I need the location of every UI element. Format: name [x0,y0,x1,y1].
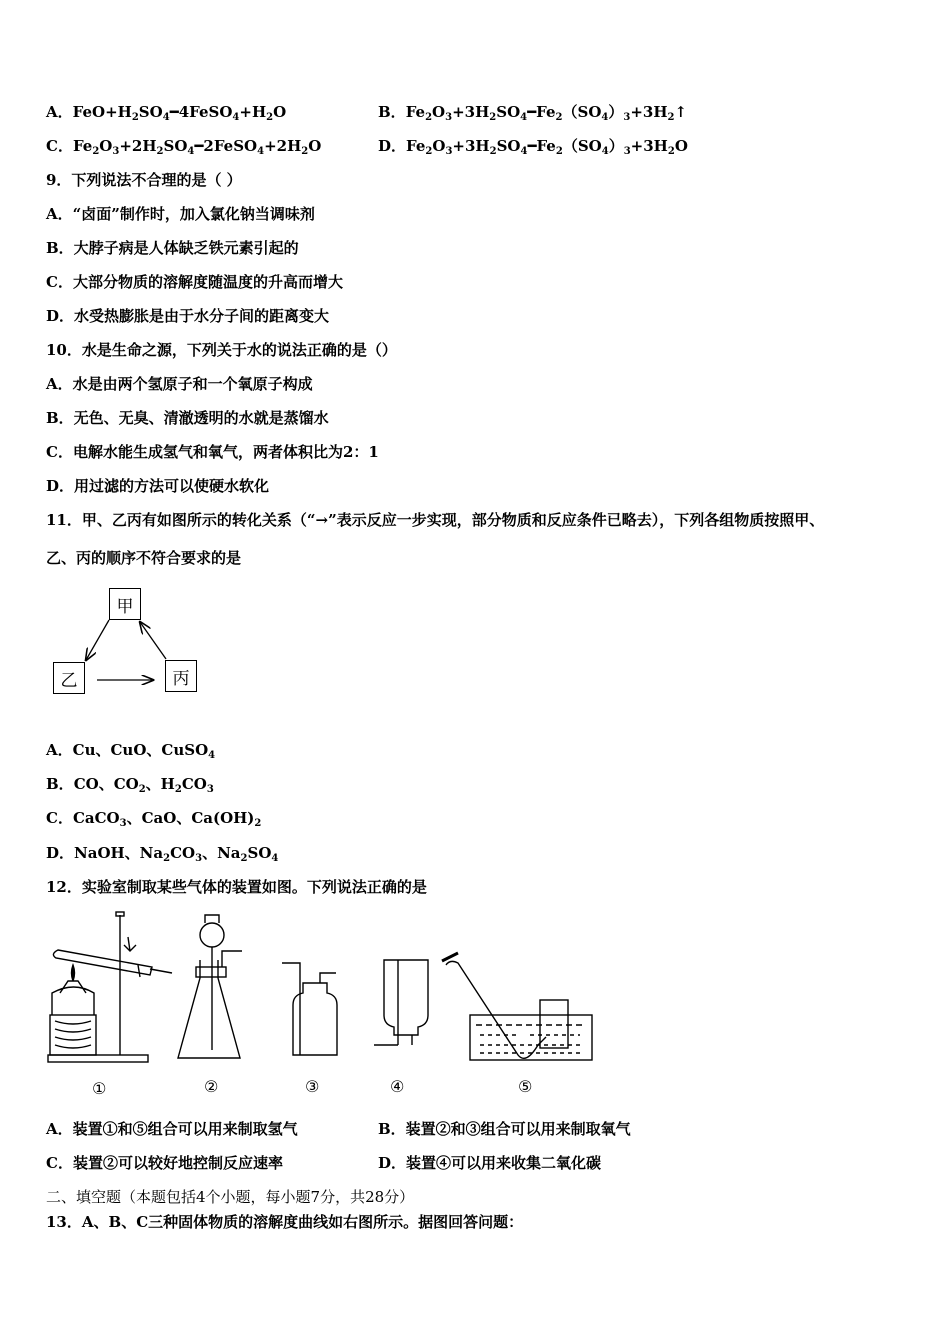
q12-stem: 12．实验室制取某些气体的装置如图。下列说法正确的是 [46,878,427,896]
q8-option-d: D．$Fe_2O_3+3H_2SO_4━Fe_2(SO_4)_3+3H_2O$ [378,137,688,157]
apparatus-label-1: ① [92,1079,107,1098]
apparatus-label-2: ② [204,1077,219,1096]
section-2-title: 二、填空题（本题包括4个小题，每小题7分，共28分） [46,1188,415,1206]
q9-option-c: C．大部分物质的溶解度随温度的升高而增大 [46,273,343,291]
apparatus-2-flask-funnel [178,915,242,1058]
box-yi: 乙 [53,662,85,694]
q11-option-c: C．CaCO$_3$、CaO、$Ca(OH)_2$ [46,809,262,829]
apparatus-figure [0,905,600,1085]
apparatus-3-gas-bottle [282,963,337,1055]
q9-stem: 9．下列说法不合理的是（ ） [46,171,242,189]
q12-option-a: A．装置①和⑤组合可以用来制取氢气 [46,1120,298,1138]
q9-option-b: B．大脖子病是人体缺乏铁元素引起的 [46,239,299,257]
apparatus-label-3: ③ [305,1077,320,1096]
q11-stem-line2: 乙、丙的顺序不符合要求的是 [46,549,242,567]
apparatus-1-heating-setup [48,912,172,1062]
q9-option-a: A．“卤面”制作时，加入氯化钠当调味剂 [46,205,315,223]
apparatus-5-water-trough [442,953,592,1060]
q10-option-b: B．无色、无臭、清澈透明的水就是蒸馏水 [46,409,329,427]
q10-option-a: A．水是由两个氢原子和一个氧原子构成 [46,375,313,393]
q11-option-d: D．NaOH、$Na_2CO_3$、$Na_2SO_4$ [46,844,279,864]
q9-option-d: D．水受热膨胀是由于水分子间的距离变大 [46,307,330,325]
q8-option-b: B．$Fe_2O_3+3H_2SO_4━Fe_2(SO_4)_3+3H_2↑$ [378,103,688,123]
apparatus-4-inverted-bottle [374,960,428,1045]
arrow-bing-to-jia [140,622,166,659]
q13-stem: 13．A、B、C三种固体物质的溶解度曲线如右图所示。据图回答问题： [46,1213,524,1231]
diagram-arrows [0,0,1,1]
apparatus-label-4: ④ [390,1077,405,1096]
q8-option-c: C．$Fe_2O_3+2H_2SO_4━2FeSO_4+2H_2O$ [46,137,322,157]
q11-option-b: B．CO、$CO_2$、$H_2CO_3$ [46,775,214,795]
q8-option-a: A．$FeO+H_2SO_4━4FeSO_4+H_2O$ [46,103,287,123]
box-bing: 丙 [165,660,197,692]
apparatus-label-5: ⑤ [518,1077,533,1096]
q11-stem-line1: 11．甲、乙丙有如图所示的转化关系（“→”表示反应一步实现，部分物质和反应条件已略去），下列各组物质按照甲、 [46,511,825,529]
box-jia: 甲 [109,588,141,620]
q10-option-d: D．用过滤的方法可以使硬水软化 [46,477,270,495]
q12-option-d: D．装置④可以用来收集二氧化碳 [378,1154,602,1172]
q10-option-c: C．电解水能生成氢气和氧气，两者体积比为2：1 [46,443,379,461]
arrow-jia-to-yi [86,620,109,660]
q12-option-c: C．装置②可以较好地控制反应速率 [46,1154,283,1172]
q12-option-b: B．装置②和③组合可以用来制取氧气 [378,1120,631,1138]
q11-option-a: A．Cu、CuO、CuSO$_4$ [46,741,216,761]
q10-stem: 10．水是生命之源，下列关于水的说法正确的是（） [46,341,397,359]
